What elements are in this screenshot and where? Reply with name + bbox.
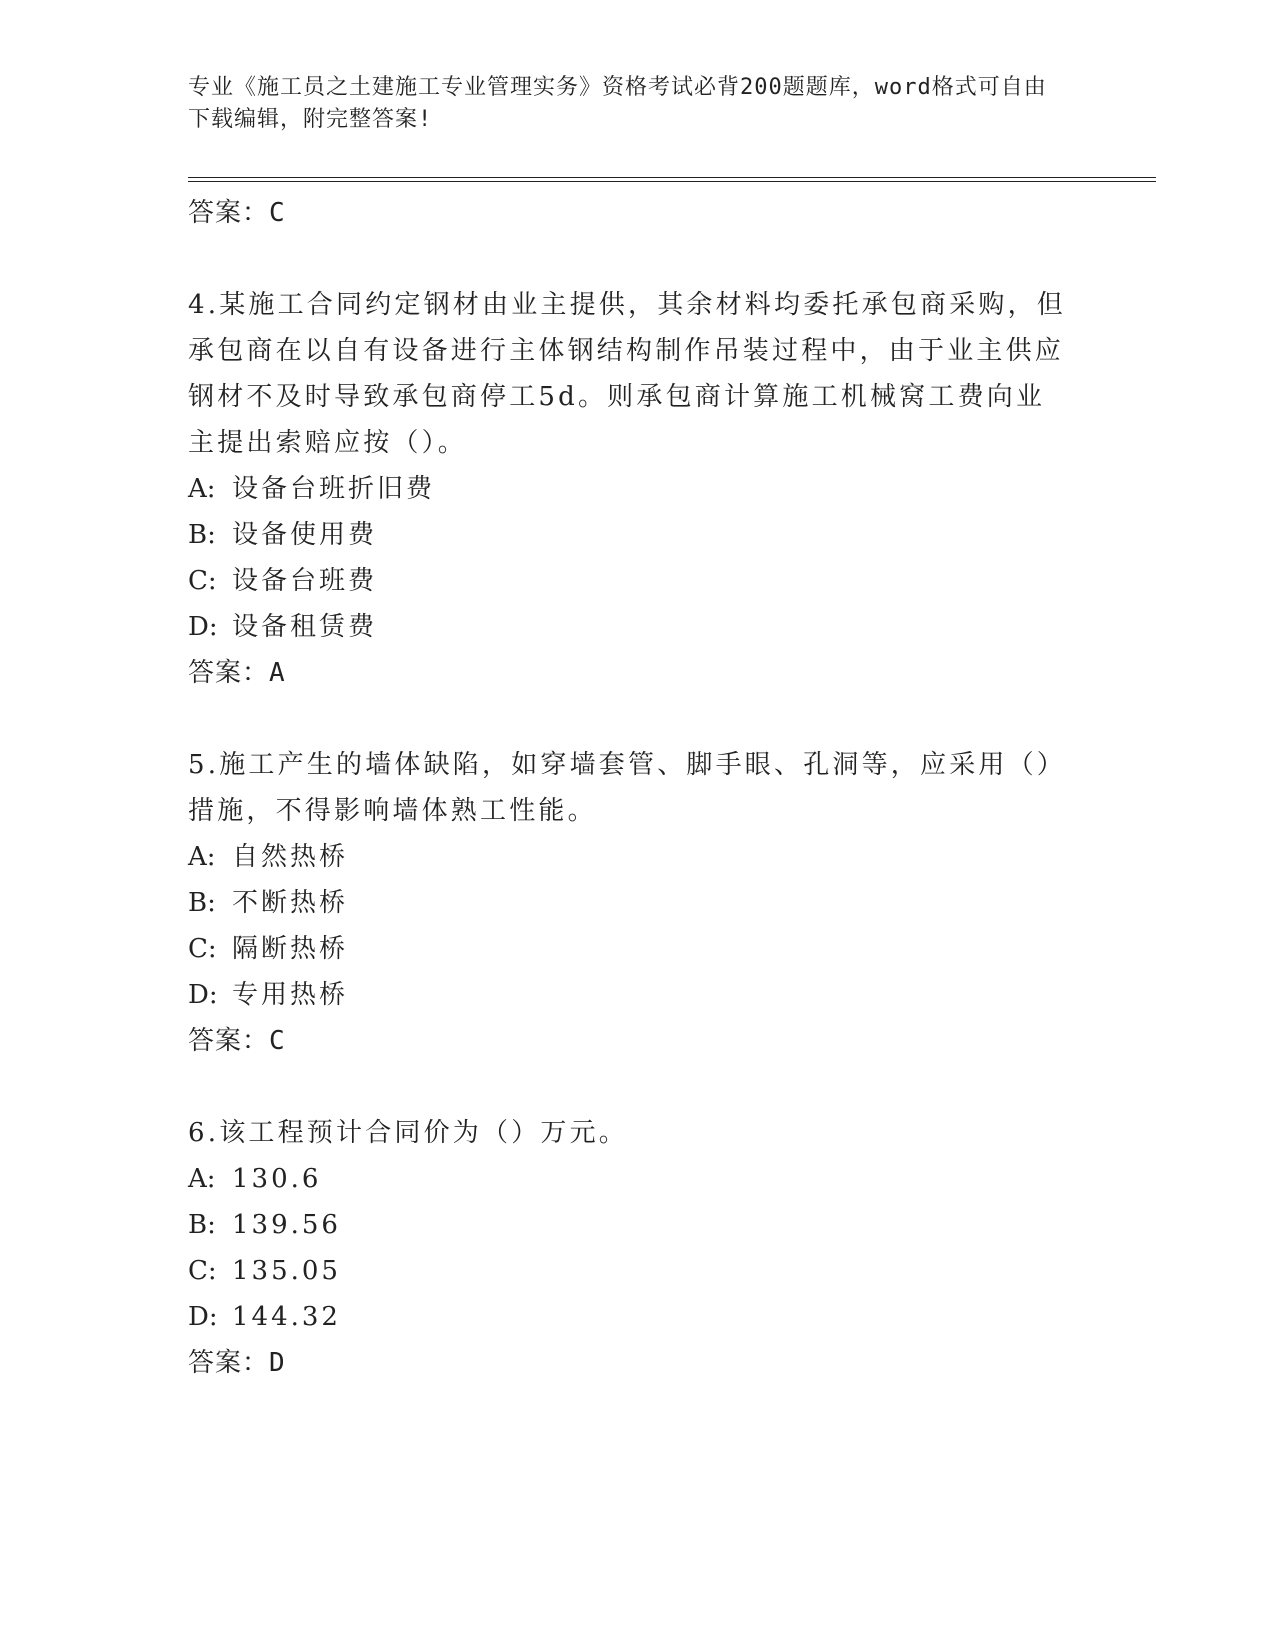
- option-letter: D:: [188, 980, 218, 1010]
- option-text: 135.05: [232, 1256, 341, 1286]
- option-text: 专用热桥: [232, 980, 349, 1010]
- question-5: [188, 742, 1068, 1064]
- option-letter: A:: [188, 842, 216, 872]
- option-c: [188, 926, 1068, 972]
- header-divider: [188, 177, 1156, 182]
- option-text: 设备租赁费: [232, 612, 378, 642]
- answer-line: 答案：A: [188, 658, 286, 688]
- option-letter: A:: [188, 474, 216, 504]
- option-text: 设备台班折旧费: [232, 474, 436, 504]
- answer-line: 答案：C: [188, 198, 286, 228]
- option-text: 139.56: [232, 1210, 341, 1240]
- question-text: 5.施工产生的墙体缺陷，如穿墙套管、脚手眼、孔洞等，应采用（）措施，不得影响墙体熟工性能。: [188, 750, 1067, 826]
- option-text: 144.32: [232, 1302, 341, 1332]
- option-letter: C:: [188, 934, 217, 964]
- option-a: [188, 834, 1068, 880]
- option-d: [188, 604, 1068, 650]
- option-text: 130.6: [232, 1164, 322, 1194]
- option-a: [188, 1156, 1068, 1202]
- question-4: [188, 282, 1068, 696]
- answer-line: 答案：D: [188, 1348, 286, 1378]
- option-b: [188, 512, 1068, 558]
- page-header: 专业《施工员之土建施工专业管理实务》资格考试必背200题题库，word格式可自由下载编辑，附完整答案!: [188, 75, 1047, 132]
- option-text: 隔断热桥: [232, 934, 349, 964]
- answer-line: 答案：C: [188, 1026, 286, 1056]
- option-letter: D:: [188, 612, 218, 642]
- option-text: 自然热桥: [232, 842, 349, 872]
- option-d: [188, 972, 1068, 1018]
- option-letter: A:: [188, 1164, 216, 1194]
- option-text: 设备台班费: [232, 566, 378, 596]
- question-text: 6.该工程预计合同价为（）万元。: [188, 1118, 629, 1148]
- option-letter: B:: [188, 1210, 216, 1240]
- option-letter: C:: [188, 1256, 217, 1286]
- question-text: 4.某施工合同约定钢材由业主提供，其余材料均委托承包商采购，但承包商在以自有设备进行主体钢结构制作吊装过程中，由于业主供应钢材不及时导致承包商停工5d。则承包商计算施工机械窝工费向业主提出索赔应按（）。: [188, 290, 1067, 458]
- option-a: [188, 466, 1068, 512]
- option-letter: D:: [188, 1302, 218, 1332]
- option-letter: C:: [188, 566, 217, 596]
- option-letter: B:: [188, 520, 216, 550]
- question-6: [188, 1110, 1068, 1386]
- option-text: 设备使用费: [232, 520, 378, 550]
- option-c: [188, 1248, 1068, 1294]
- option-b: [188, 880, 1068, 926]
- option-text: 不断热桥: [232, 888, 349, 918]
- option-letter: B:: [188, 888, 216, 918]
- option-d: [188, 1294, 1068, 1340]
- document-body: [188, 190, 1068, 1386]
- option-b: [188, 1202, 1068, 1248]
- option-c: [188, 558, 1068, 604]
